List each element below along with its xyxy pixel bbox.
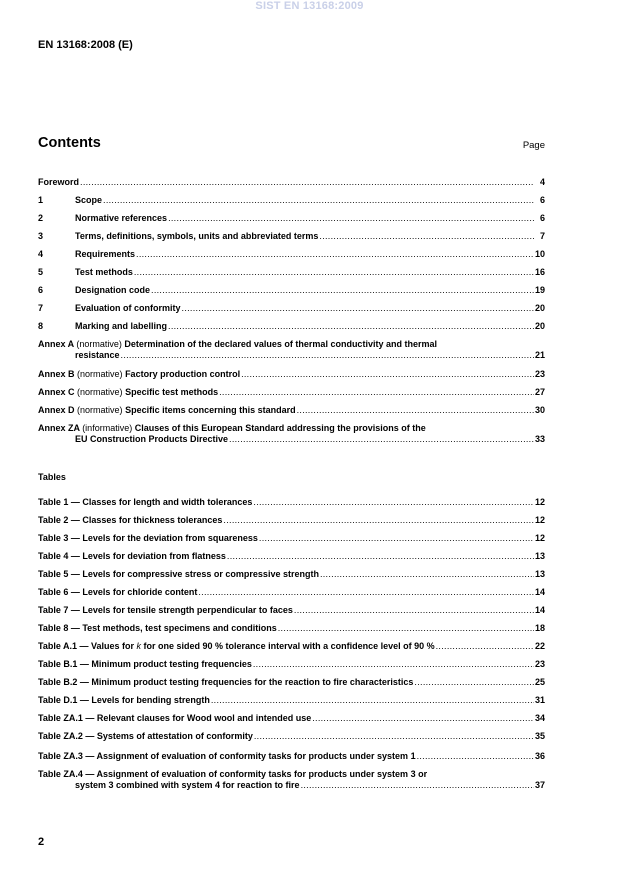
toc-table-entry[interactable] [38,729,545,742]
toc-entry-page: 16 [534,267,545,277]
toc-entry-number: 2 [38,213,44,223]
leader-dots [254,731,534,742]
annex-page: 21 [534,350,545,360]
table-page: 36 [534,751,545,761]
toc-entry-page: 10 [534,249,545,259]
annex-page: 27 [534,387,545,397]
annex-page: 33 [534,434,545,444]
annex-label: Annex ZA [38,423,80,433]
table-title: Table ZA.4 — Assignment of evaluation of conformity tasks for products under system 3 or [38,769,428,779]
toc-table-entry[interactable] [38,531,545,544]
toc-entry-title: Foreword [38,177,80,187]
toc-entry-foreword[interactable] [38,174,545,188]
toc-entry-page: 4 [539,177,545,187]
annex-label: Annex B [38,369,75,379]
annex-type: (normative) [77,369,123,379]
leader-dots [198,587,534,598]
toc-entry-title: Test methods [75,267,133,277]
toc-entry-number: 4 [38,249,44,259]
toc-entry-page: 20 [534,303,545,313]
toc-entry-number: 6 [38,285,44,295]
leader-dots [219,387,534,398]
leader-dots [319,231,534,242]
table-page: 12 [534,515,545,525]
table-page: 22 [534,641,545,651]
page-column-label: Page [522,140,545,151]
table-title: Table 6 — Levels for chloride content [38,587,198,597]
toc-entry-number: 7 [38,303,44,313]
toc-table-entry[interactable] [38,513,545,526]
leader-dots [278,623,534,634]
annex-type: (normative) [76,339,122,349]
table-title: Table ZA.2 — Systems of attestation of conformity [38,731,253,741]
toc-entry-requirements[interactable] [38,246,545,260]
toc-entry-scope[interactable] [38,192,545,206]
toc-entry-marking-and-labelling[interactable] [38,318,545,332]
leader-dots [436,641,534,652]
leader-dots [253,659,534,670]
leader-dots [134,267,534,278]
table-title: Table 3 — Levels for the deviation from squareness [38,533,258,543]
table-title: Table A.1 — Values for k for one sided 90 % tolerance interval with a confidence level of 90 % [38,641,435,651]
annex-title: Determination of the declared values of thermal conductivity and thermal [124,339,437,349]
toc-table-entry[interactable] [38,769,545,791]
toc-entry-page: 6 [539,213,545,223]
table-page: 14 [534,605,545,615]
page-number: 2 [38,836,45,848]
leader-dots [294,605,534,616]
table-title: Table 5 — Levels for compressive stress or compressive strength [38,569,319,579]
table-page: 35 [534,731,545,741]
toc-table-entry[interactable] [38,639,545,652]
toc-entry-page: 19 [534,285,545,295]
table-title: Table 4 — Levels for deviation from flatness [38,551,226,561]
toc-entry-annex-d[interactable] [38,402,545,416]
leader-dots [168,321,534,332]
contents-title: Contents [38,135,101,151]
table-page: 18 [534,623,545,633]
leader-dots [253,497,534,508]
table-page: 13 [534,551,545,561]
toc-entry-page: 6 [539,195,545,205]
toc-entry-title: Evaluation of conformity [75,303,181,313]
annex-label: Annex D [38,405,75,415]
toc-table-entry[interactable] [38,693,545,706]
toc-table-entry[interactable] [38,603,545,616]
table-page: 25 [534,677,545,687]
toc-entry-title: Terms, definitions, symbols, units and abbreviated terms [75,231,319,241]
toc-table-entry[interactable] [38,549,545,562]
leader-dots [121,350,534,361]
leader-dots [136,249,534,260]
document-id: EN 13168:2008 (E) [38,39,133,51]
toc-entry-title: Normative references [75,213,168,223]
toc-table-entry[interactable] [38,711,545,724]
table-page: 23 [534,659,545,669]
annex-type: (normative) [77,405,123,415]
toc-table-entry[interactable] [38,657,545,670]
leader-dots [182,303,534,314]
table-page: 12 [534,533,545,543]
annex-title: Specific test methods [125,387,219,397]
leader-dots [320,569,534,580]
leader-dots [301,780,534,791]
toc-entry-number: 3 [38,231,44,241]
toc-entry-title: Requirements [75,249,136,259]
leader-dots [80,177,534,188]
table-title: Table B.2 — Minimum product testing frequencies for the reaction to fire characteristics [38,677,414,687]
toc-entry-number: 5 [38,267,44,277]
leader-dots [151,285,534,296]
toc-entry-page: 20 [534,321,545,331]
annex-title-continued: EU Construction Products Directive [75,434,229,444]
toc-entry-title: Scope [75,195,103,205]
table-title: Table 8 — Test methods, test specimens and conditions [38,623,277,633]
toc-entry-title: Designation code [75,285,151,295]
tables-heading: Tables [38,472,66,482]
annex-type: (informative) [82,423,133,433]
leader-dots [103,195,534,206]
leader-dots [417,751,534,762]
toc-table-entry[interactable] [38,567,545,580]
table-title: Table ZA.3 — Assignment of evaluation of conformity tasks for products under system 1 [38,751,416,761]
annex-title-continued: resistance [75,350,120,360]
table-title-continued: system 3 combined with system 4 for reaction to fire [75,780,300,790]
annex-type: (normative) [77,387,123,397]
leader-dots [223,515,534,526]
table-title: Table 2 — Classes for thickness tolerances [38,515,223,525]
watermark: SIST EN 13168:2009 [255,0,364,12]
table-page: 13 [534,569,545,579]
table-page: 14 [534,587,545,597]
leader-dots [229,434,534,445]
table-page: 34 [534,713,545,723]
table-title: Table D.1 — Levels for bending strength [38,695,210,705]
annex-label: Annex A [38,339,74,349]
table-title: Table 7 — Levels for tensile strength perpendicular to faces [38,605,293,615]
leader-dots [227,551,534,562]
toc-table-entry[interactable] [38,749,545,762]
annex-title: Clauses of this European Standard addressing the provisions of the [134,423,426,433]
toc-entry-page: 7 [539,231,545,241]
annex-page: 23 [534,369,545,379]
toc-entry-test-methods[interactable] [38,264,545,278]
leader-dots [312,713,534,724]
table-page: 31 [534,695,545,705]
leader-dots [211,695,534,706]
toc-table-entry[interactable] [38,495,545,508]
toc-entry-evaluation-of-conformity[interactable] [38,300,545,314]
leader-dots [241,369,534,380]
toc-entry-title: Marking and labelling [75,321,168,331]
toc-entry-annex-a[interactable] [38,339,545,361]
leader-dots [168,213,534,224]
toc-entry-annex-za[interactable] [38,423,545,445]
table-title: Table 1 — Classes for length and width tolerances [38,497,253,507]
toc-table-entry[interactable] [38,585,545,598]
leader-dots [297,405,534,416]
table-page: 37 [534,780,545,790]
toc-entry-terms-definitions[interactable] [38,228,545,242]
table-title: Table B.1 — Minimum product testing frequencies [38,659,252,669]
table-page: 12 [534,497,545,507]
annex-label: Annex C [38,387,75,397]
toc-entry-annex-c[interactable] [38,384,545,398]
table-title: Table ZA.1 — Relevant clauses for Wood wool and intended use [38,713,312,723]
annex-page: 30 [534,405,545,415]
toc-entry-number: 1 [38,195,44,205]
annex-title: Factory production control [125,369,241,379]
annex-title: Specific items concerning this standard [125,405,296,415]
toc-entry-annex-b[interactable] [38,366,545,380]
toc-entry-number: 8 [38,321,44,331]
toc-entry-normative-references[interactable] [38,210,545,224]
toc-table-entry[interactable] [38,621,545,634]
toc-table-entry[interactable] [38,675,545,688]
leader-dots [259,533,534,544]
leader-dots [414,677,534,688]
toc-entry-designation-code[interactable] [38,282,545,296]
